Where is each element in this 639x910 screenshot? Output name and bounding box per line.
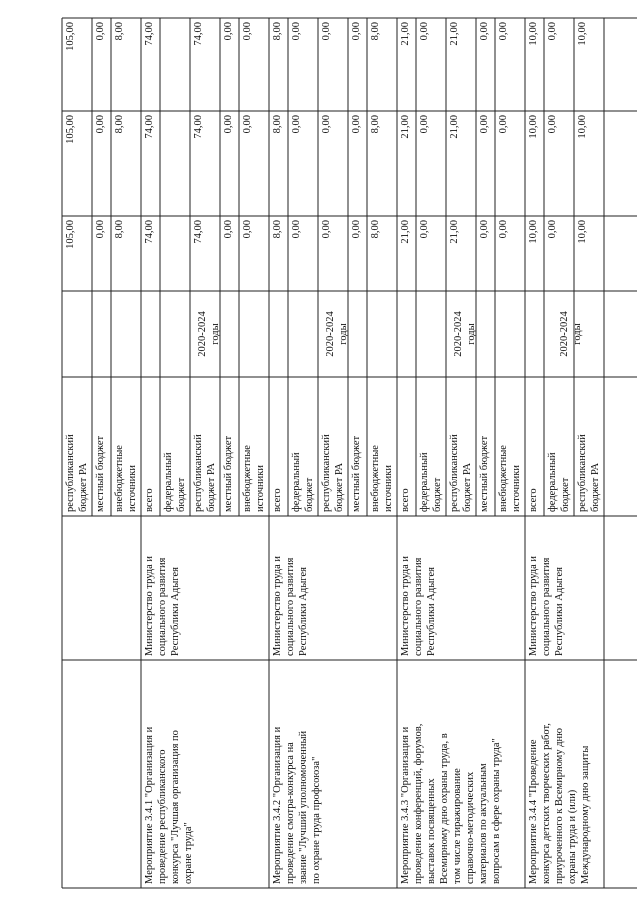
amount-value: 0,00 [242, 115, 253, 134]
source-name: республиканский [577, 434, 588, 512]
source-name: местный бюджет [95, 435, 106, 512]
source-name: бюджет [304, 477, 315, 512]
measure-title: звание "Лучший уполномоченный [298, 730, 309, 884]
amount-value: 0,00 [547, 220, 558, 239]
measure-title: вопросам в сфере охраны труда" [491, 738, 502, 884]
measure-title: материалов по актуальным [478, 763, 489, 884]
executor-name: Республики Адыгея [426, 567, 437, 656]
amount-value: 10,00 [528, 220, 539, 244]
amount-value: 8,00 [370, 22, 381, 41]
amount-value: 0,00 [479, 115, 490, 134]
amount-value: 0,00 [547, 115, 558, 134]
source-name: внебюджетные [114, 445, 125, 512]
measure-title: том числе тиражирование [452, 768, 463, 884]
source-name: бюджет [560, 477, 571, 512]
amount-value: 0,00 [223, 220, 234, 239]
source-name: всего [144, 488, 155, 512]
executor-name: социального развития [285, 557, 296, 656]
amount-value: 0,00 [242, 22, 253, 41]
source-name: бюджет [432, 477, 443, 512]
amount-value: 0,00 [95, 22, 106, 41]
amount-value: 8,00 [114, 22, 125, 41]
amount-value: 0,00 [419, 220, 430, 239]
source-name: местный бюджет [479, 435, 490, 512]
amount-value: 0,00 [498, 220, 509, 239]
amount-value: 0,00 [95, 220, 106, 239]
period-text: 2020-2024 [453, 311, 464, 357]
measure-title: проведение республиканского [157, 749, 168, 884]
amount-value: 0,00 [321, 115, 332, 134]
amount-value: 10,00 [528, 22, 539, 46]
executor-name: Республики Адыгея [170, 567, 181, 656]
source-name: всего [272, 488, 283, 512]
measure-title: Мероприятие 3.4.4 "Проведение [528, 739, 539, 884]
source-name: республиканский [449, 434, 460, 512]
amount-value: 8,00 [114, 220, 125, 239]
amount-value: 8,00 [114, 115, 125, 134]
source-name: источники [127, 465, 138, 512]
source-name: источники [255, 465, 266, 512]
amount-value: 0,00 [95, 115, 106, 134]
amount-value: 21,00 [449, 220, 460, 244]
amount-value: 0,00 [242, 220, 253, 239]
amount-value: 0,00 [419, 115, 430, 134]
source-name: внебюджетные [370, 445, 381, 512]
source-name: всего [400, 488, 411, 512]
amount-value: 21,00 [400, 220, 411, 244]
amount-value: 0,00 [351, 220, 362, 239]
source-name: республиканский [65, 434, 76, 512]
source-name: бюджет [176, 477, 187, 512]
measure-title: конкурса "Лучшая организация по [170, 730, 181, 884]
amount-value: 21,00 [400, 22, 411, 46]
amount-value: 0,00 [291, 22, 302, 41]
measure-title: охраны труда и (или) [567, 789, 578, 884]
measure-title: Мероприятие 3.4.2 "Организация и [272, 726, 283, 884]
amount-value: 0,00 [223, 22, 234, 41]
amount-value: 0,00 [321, 22, 332, 41]
amount-value: 74,00 [144, 22, 155, 46]
executor-name: Республики Адыгея [554, 567, 565, 656]
measure-title: справочно-методических [465, 771, 476, 884]
amount-value: 74,00 [144, 220, 155, 244]
amount-value: 105,00 [65, 115, 76, 144]
measure-title: выставок посвященных [426, 778, 437, 884]
source-name: федеральный [547, 452, 558, 512]
measure-title: Международному дню защиты [580, 745, 591, 884]
amount-value: 0,00 [321, 220, 332, 239]
period-text: 2020-2024 [197, 311, 208, 357]
source-name: местный бюджет [223, 435, 234, 512]
measure-title: приуроченного к Всемирному дню [554, 727, 565, 884]
source-name: федеральный [419, 452, 430, 512]
source-name: внебюджетные [242, 445, 253, 512]
amount-value: 0,00 [547, 22, 558, 41]
amount-value: 74,00 [193, 22, 204, 46]
executor-name: Республики Адыгея [298, 567, 309, 656]
amount-value: 0,00 [498, 22, 509, 41]
executor-name: социального развития [541, 557, 552, 656]
amount-value: 10,00 [577, 115, 588, 139]
amount-value: 74,00 [193, 115, 204, 139]
measure-title: Мероприятие 3.4.1 "Организация и [144, 726, 155, 884]
source-name: бюджет РА [462, 462, 473, 512]
amount-value: 0,00 [479, 220, 490, 239]
source-name: всего [528, 488, 539, 512]
amount-value: 8,00 [272, 220, 283, 239]
source-name: внебюджетные [498, 445, 509, 512]
period-text: 2020-2024 [325, 311, 336, 357]
amount-value: 10,00 [577, 22, 588, 46]
source-name: федеральный [163, 452, 174, 512]
source-name: бюджет РА [78, 462, 89, 512]
source-name: бюджет РА [206, 462, 217, 512]
amount-value: 105,00 [65, 22, 76, 51]
source-name: источники [383, 465, 394, 512]
source-name: республиканский [193, 434, 204, 512]
measure-title: проведение смотра-конкурса на [285, 742, 296, 884]
amount-value: 10,00 [577, 220, 588, 244]
executor-name: социального развития [413, 557, 424, 656]
amount-value: 21,00 [400, 115, 411, 139]
amount-value: 0,00 [291, 220, 302, 239]
amount-value: 0,00 [419, 22, 430, 41]
period-text: 2020-2024 [559, 311, 570, 357]
executor-name: Министерство труда и [272, 555, 283, 656]
executor-name: Министерство труда и [144, 555, 155, 656]
amount-value: 8,00 [370, 220, 381, 239]
amount-value: 0,00 [223, 115, 234, 134]
executor-name: Министерство труда и [400, 555, 411, 656]
measure-title: Всемирному дню охраны труда, в [439, 733, 450, 884]
amount-value: 21,00 [449, 22, 460, 46]
measure-title: охране труда" [183, 822, 194, 884]
amount-value: 0,00 [498, 115, 509, 134]
source-name: бюджет РА [590, 462, 601, 512]
executor-name: Министерство труда и [528, 555, 539, 656]
amount-value: 74,00 [144, 115, 155, 139]
amount-value: 21,00 [449, 115, 460, 139]
source-name: местный бюджет [351, 435, 362, 512]
amount-value: 8,00 [272, 115, 283, 134]
period-text: годы [338, 323, 349, 345]
measure-title: Мероприятие 3.4.3 "Организация и [400, 726, 411, 884]
period-text: годы [466, 323, 477, 345]
measure-title: по охране труда профсоюза" [311, 756, 322, 884]
period-text: годы [572, 323, 583, 345]
amount-value: 0,00 [291, 115, 302, 134]
amount-value: 0,00 [479, 22, 490, 41]
amount-value: 105,00 [65, 220, 76, 249]
measure-title: конкурса детских творческих работ, [541, 723, 552, 884]
amount-value: 8,00 [272, 22, 283, 41]
source-name: федеральный [291, 452, 302, 512]
source-name: республиканский [321, 434, 332, 512]
source-name: источники [511, 465, 522, 512]
period-text: годы [210, 323, 221, 345]
table-rotated-group [62, 18, 637, 888]
amount-value: 8,00 [370, 115, 381, 134]
source-name: бюджет РА [334, 462, 345, 512]
amount-value: 0,00 [351, 22, 362, 41]
measure-title: проведение конференций, форумов, [413, 723, 424, 884]
amount-value: 10,00 [528, 115, 539, 139]
executor-name: социального развития [157, 557, 168, 656]
amount-value: 74,00 [193, 220, 204, 244]
amount-value: 0,00 [351, 115, 362, 134]
